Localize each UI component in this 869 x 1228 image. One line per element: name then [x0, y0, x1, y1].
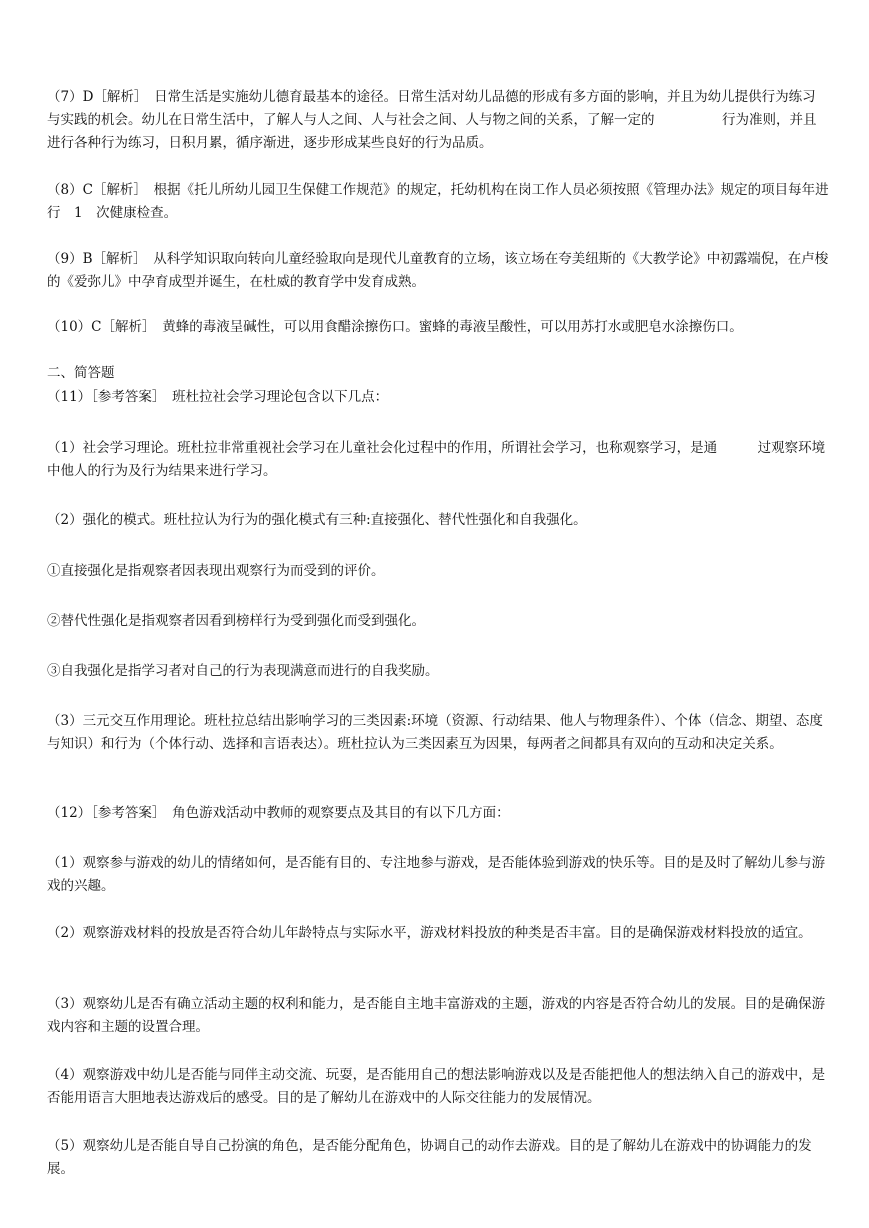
answer-11-point-1: （1）社会学习理论。班杜拉非常重视社会学习在儿童社会化过程中的作用，所谓社会学习，也称观察学习，是通 过观察环境中他人的行为及行为结果来进行学习。	[47, 440, 826, 479]
section-heading-short-answer: 二、简答题	[47, 365, 115, 381]
answer-11-point-2: （2）强化的模式。班杜拉认为行为的强化模式有三种:直接强化、替代性强化和自我强化。	[47, 512, 587, 528]
answer-11-point-2c: ③自我强化是指学习者对自己的行为表现满意而进行的自我奖励。	[47, 663, 439, 679]
answer-12-point-3: （3）观察幼儿是否有确立活动主题的权利和能力，是否能自主地丰富游戏的主题，游戏的内容是否符合幼儿的发展。目的是确保游戏内容和主题的设置合理。	[47, 996, 826, 1035]
answer-8-paragraph: （8）C［解析］ 根据《托儿所幼儿园卫生保健工作规范》的规定，托幼机构在岗工作人员必须按照《管理办法》规定的项目每年进行 1 次健康检查。	[47, 182, 829, 221]
answer-11-point-2a: ①直接强化是指观察者因表现出观察行为而受到的评价。	[47, 563, 385, 579]
answer-11-point-3: （3）三元交互作用理论。班杜拉总结出影响学习的三类因素:环境（资源、行动结果、他人与物理条件）、个体（信念、期望、态度与知识）和行为（个体行动、选择和言语表达）。班杜拉认为三类因素互为因果，每两者之间都具有双向的互动和决定关系。	[47, 713, 823, 752]
answer-12-point-1: （1）观察参与游戏的幼儿的情绪如何，是否能有目的、专注地参与游戏，是否能体验到游戏的快乐等。目的是及时了解幼儿参与游戏的兴趣。	[47, 855, 826, 894]
answer-12-point-4: （4）观察游戏中幼儿是否能与同伴主动交流、玩耍，是否能用自己的想法影响游戏以及是否能把他人的想法纳入自己的游戏中，是否能用语言大胆地表达游戏后的感受。目的是了解幼儿在游戏中的人际交往能力的发展情况。	[47, 1067, 826, 1106]
answer-11-point-2b: ②替代性强化是指观察者因看到榜样行为受到强化而受到强化。	[47, 613, 425, 629]
answer-10-paragraph: （10）C［解析］ 黄蜂的毒液呈碱性，可以用食醋涂擦伤口。蜜蜂的毒液呈酸性，可以用苏打水或肥皂水涂擦伤口。	[47, 319, 743, 335]
answer-12-intro: （12）［参考答案］ 角色游戏活动中教师的观察要点及其目的有以下几方面：	[47, 805, 510, 821]
answer-7-paragraph: （7）D［解析］ 日常生活是实施幼儿德育最基本的途径。日常生活对幼儿品德的形成有多方面的影响，并且为幼儿提供行为练习与实践的机会。幼儿在日常生活中，了解人与人之间、人与社会之间、人与物之间的关系，了解一定的 行为准则，并且进行各种行为练习，日积月累，循序渐进，逐步形成某些良好的行为品质。	[47, 89, 817, 151]
answer-12-point-5: （5）观察幼儿是否能自导自己扮演的角色，是否能分配角色，协调自己的动作去游戏。目的是了解幼儿在游戏中的协调能力的发展。	[47, 1138, 812, 1177]
answer-12-point-2: （2）观察游戏材料的投放是否符合幼儿年龄特点与实际水平，游戏材料投放的种类是否丰富。目的是确保游戏材料投放的适宜。	[47, 925, 812, 941]
answer-9-paragraph: （9）B［解析］ 从科学知识取向转向儿童经验取向是现代儿童教育的立场，该立场在夸美纽斯的《大教学论》中初露端倪，在卢梭的《爱弥儿》中孕育成型并诞生，在杜威的教育学中发育成熟。	[47, 251, 829, 290]
answer-11-intro: （11）［参考答案］ 班杜拉社会学习理论包含以下几点：	[47, 389, 389, 405]
